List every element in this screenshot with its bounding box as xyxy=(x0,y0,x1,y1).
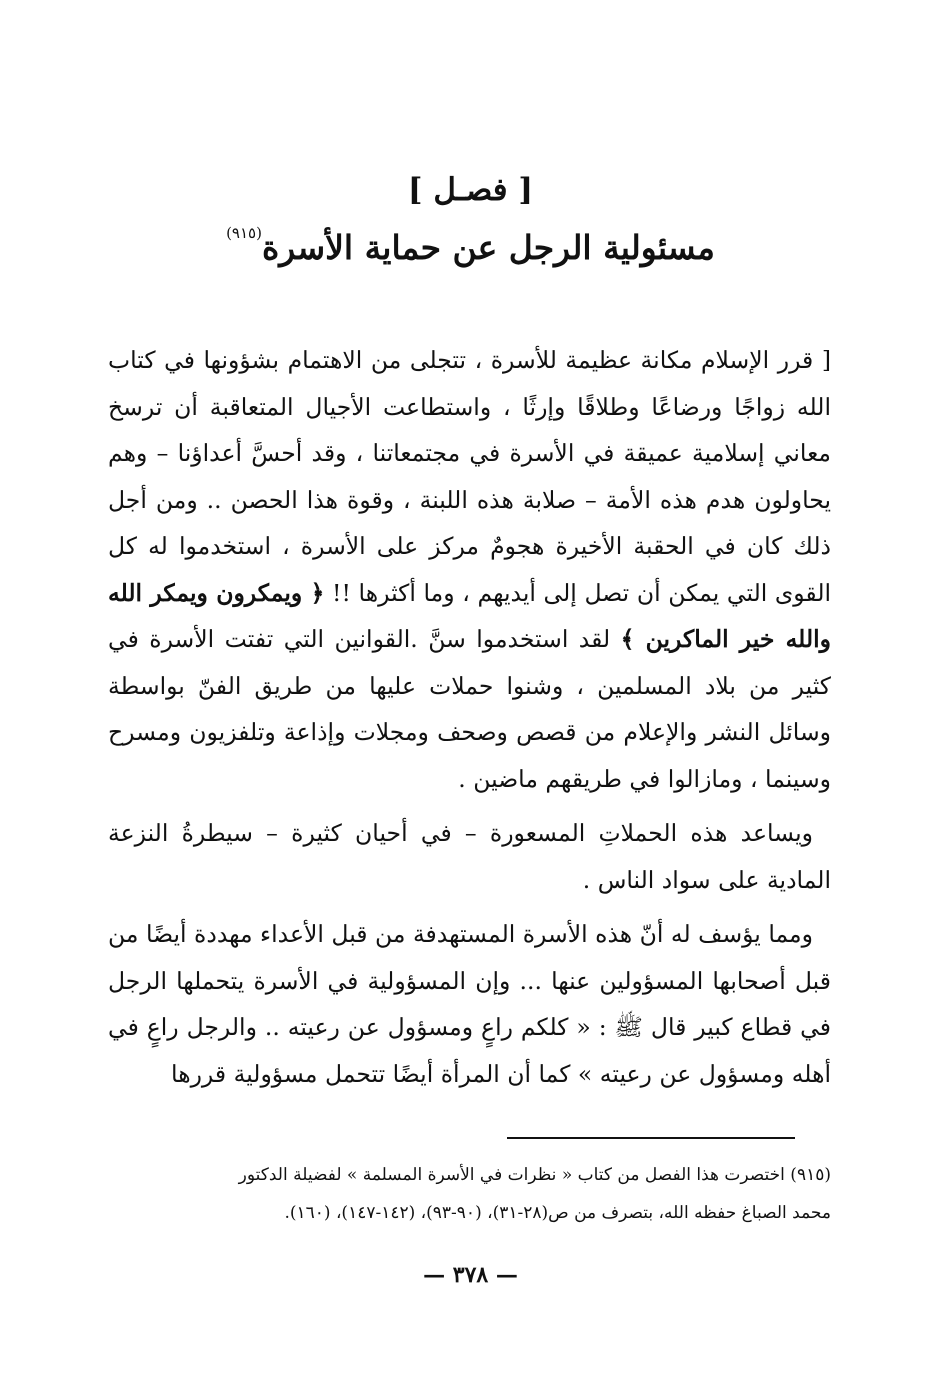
page-number: — ٣٧٨ — xyxy=(423,1262,518,1288)
footnote-line-2: محمد الصباغ حفظه الله، بتصرف من ص(٢٨-٣١)، (٩٠-٩٣)، (١٤٢-١٤٧)، (١٦٠). xyxy=(284,1203,831,1223)
paragraph-2: ويساعد هذه الحملاتِ المسعورة – في أحيان كثيرة – سيطرةُ النزعة المادية على سواد الناس . xyxy=(108,819,831,894)
paragraph-1-part-a: [ قرر الإسلام مكانة عظيمة للأسرة ، تتجلى من الاهتمام بشؤونها في كتاب الله زواجًا ورضاعًا وطلاقًا وإرثًا ، واستطاعت الأجيال المتعاقبة أن ترسخ معاني إسلامية عميقة في الأسرة في مجتمعاتنا ، وقد أحسَّ أعداؤنا – وهم يحاولون هدم هذه الأمة – صلابة هذه اللبنة ، وقوة هذا الحصن .. ومن أجل ذلك كان في الحقبة الأخيرة هجومٌ مركز على الأسرة ، استخدموا له كل القوى التي يمكن أن تصل إلى أيديهم ، وما أكثرها !! xyxy=(108,346,832,607)
paragraph-1 xyxy=(108,337,831,802)
paragraph-3: ومما يؤسف له أنّ هذه الأسرة المستهدفة من قبل الأعداء مهددة أيضًا من قبل أصحابها المسؤولين عنها ... وإن المسؤولية في الأسرة يتحملها الرجل في قطاع كبير قال ﷺ : « كلكم راعٍ ومسؤول عن رعيته .. والرجل راعٍ في أهله ومسؤول عن رعيته » كما أن المرأة أيضًا تتحمل مسؤولية قررها xyxy=(108,920,831,1088)
chapter-title-line xyxy=(0,224,941,267)
paragraph-1-part-b: لقد استخدموا سنَّ .القوانين التي تفتت الأسرة في كثير من بلاد المسلمين ، وشنوا حملات عليها من طريق الفنّ بواسطة وسائل النشر والإعلام من قصص وصحف ومجلات وإذاعة وتلفزيون ومسرح وسينما ، ومازالوا في طريقهم ماضين . xyxy=(108,625,831,793)
chapter-title: مسئولية الرجل عن حماية الأسرة xyxy=(261,228,715,267)
footnote xyxy=(108,1156,831,1232)
body-text xyxy=(108,337,831,1097)
chapter-marker: [ فصـل ] xyxy=(407,172,534,208)
footnote-reference[interactable]: (٩١٥) xyxy=(226,224,262,242)
quran-verse: ﴿ ويمكرون ويمكر الله والله خير الماكرين ﴾ xyxy=(108,578,831,653)
footnote-line-1: (٩١٥) اختصرت هذا الفصل من كتاب « نظرات في الأسرة المسلمة » لفضيلة الدكتور xyxy=(238,1165,831,1185)
footnote-divider xyxy=(507,1137,795,1139)
